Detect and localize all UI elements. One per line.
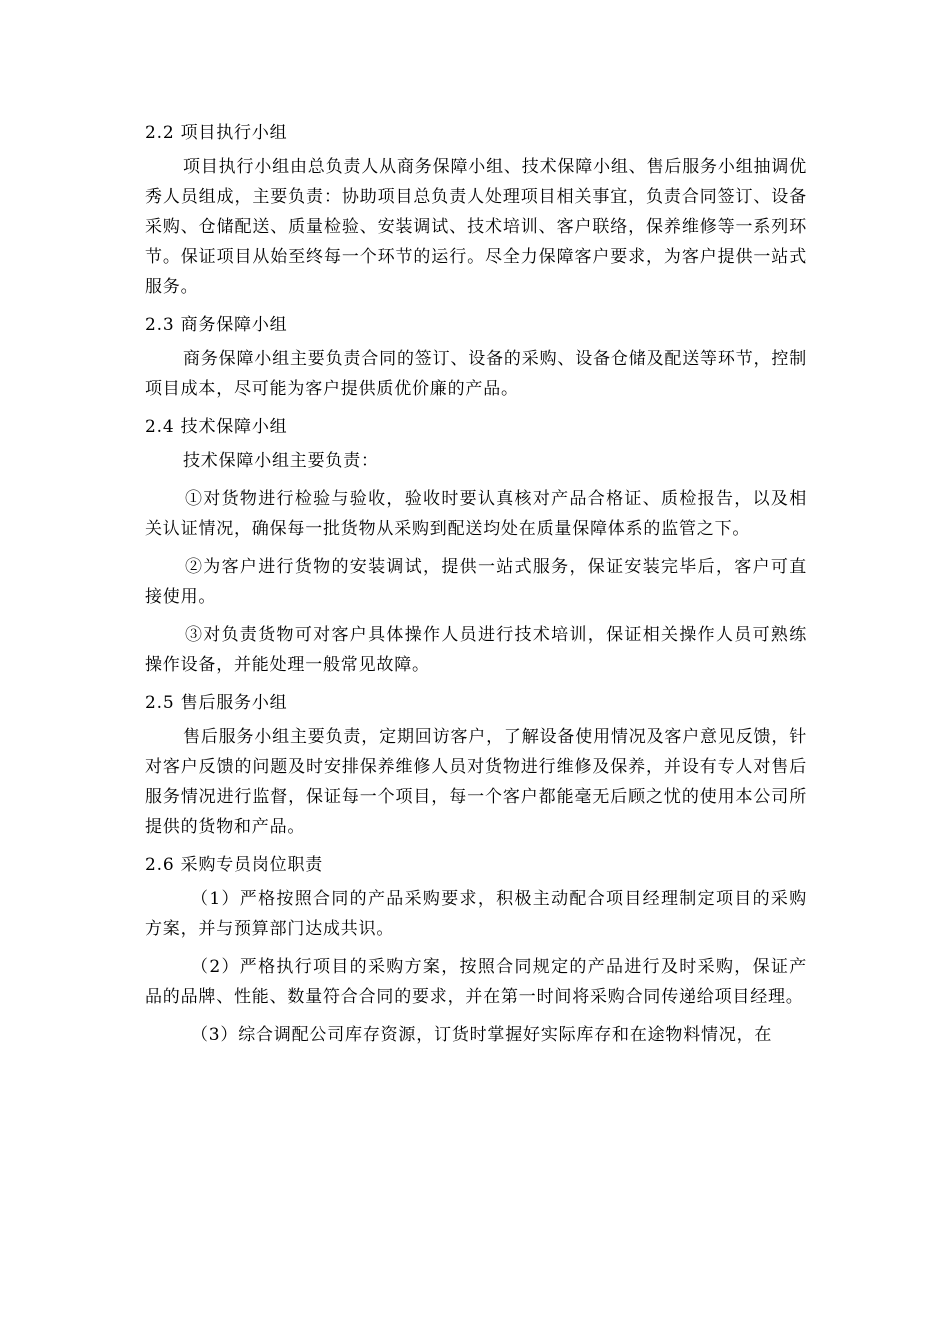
numbered-item: （3）综合调配公司库存资源，订货时掌握好实际库存和在途物料情况，在 [191, 1025, 773, 1045]
section-heading: 2.4 技术保障小组 [145, 417, 288, 437]
numbered-item: ①对货物进行检验与验收，验收时要认真核对产品合格证、质检报告，以及相关认证情况，确保每一批货物从采购到配送均处在质量保障体系的监管之下。 [145, 489, 807, 539]
section-paragraph: 商务保障小组主要负责合同的签订、设备的采购、设备仓储及配送等环节，控制项目成本，尽可能为客户提供质优价廉的产品。 [145, 349, 807, 399]
section-paragraph: 项目执行小组由总负责人从商务保障小组、技术保障小组、售后服务小组抽调优秀人员组成，主要负责：协助项目总负责人处理项目相关事宜，负责合同签订、设备采购、仓储配送、质量检验、安装调试、技术培训、客户联络，保养维修等一系列环节。保证项目从始至终每一个环节的运行。尽全力保障客户要求，为客户提供一站式服务。 [145, 157, 807, 297]
numbered-item: ③对负责货物可对客户具体操作人员进行技术培训，保证相关操作人员可熟练操作设备，并能处理一般常见故障。 [145, 625, 807, 675]
section-heading: 2.2 项目执行小组 [145, 123, 288, 143]
section-heading: 2.5 售后服务小组 [145, 693, 288, 713]
section-heading: 2.6 采购专员岗位职责 [145, 855, 324, 875]
numbered-item: （2）严格执行项目的采购方案，按照合同规定的产品进行及时采购，保证产品的品牌、性能、数量符合合同的要求，并在第一时间将采购合同传递给项目经理。 [145, 957, 807, 1007]
section-heading: 2.3 商务保障小组 [145, 315, 288, 335]
section-paragraph: 技术保障小组主要负责： [183, 451, 379, 471]
document-body [145, 118, 807, 1058]
numbered-item: （1）严格按照合同的产品采购要求，积极主动配合项目经理制定项目的采购方案，并与预算部门达成共识。 [145, 889, 807, 939]
section-paragraph: 售后服务小组主要负责，定期回访客户，了解设备使用情况及客户意见反馈，针对客户反馈的问题及时安排保养维修人员对货物进行维修及保养，并设有专人对售后服务情况进行监督，保证每一个项目，每一个客户都能毫无后顾之忧的使用本公司所提供的货物和产品。 [145, 727, 807, 837]
numbered-item: ②为客户进行货物的安装调试，提供一站式服务，保证安装完毕后，客户可直接使用。 [145, 557, 807, 607]
